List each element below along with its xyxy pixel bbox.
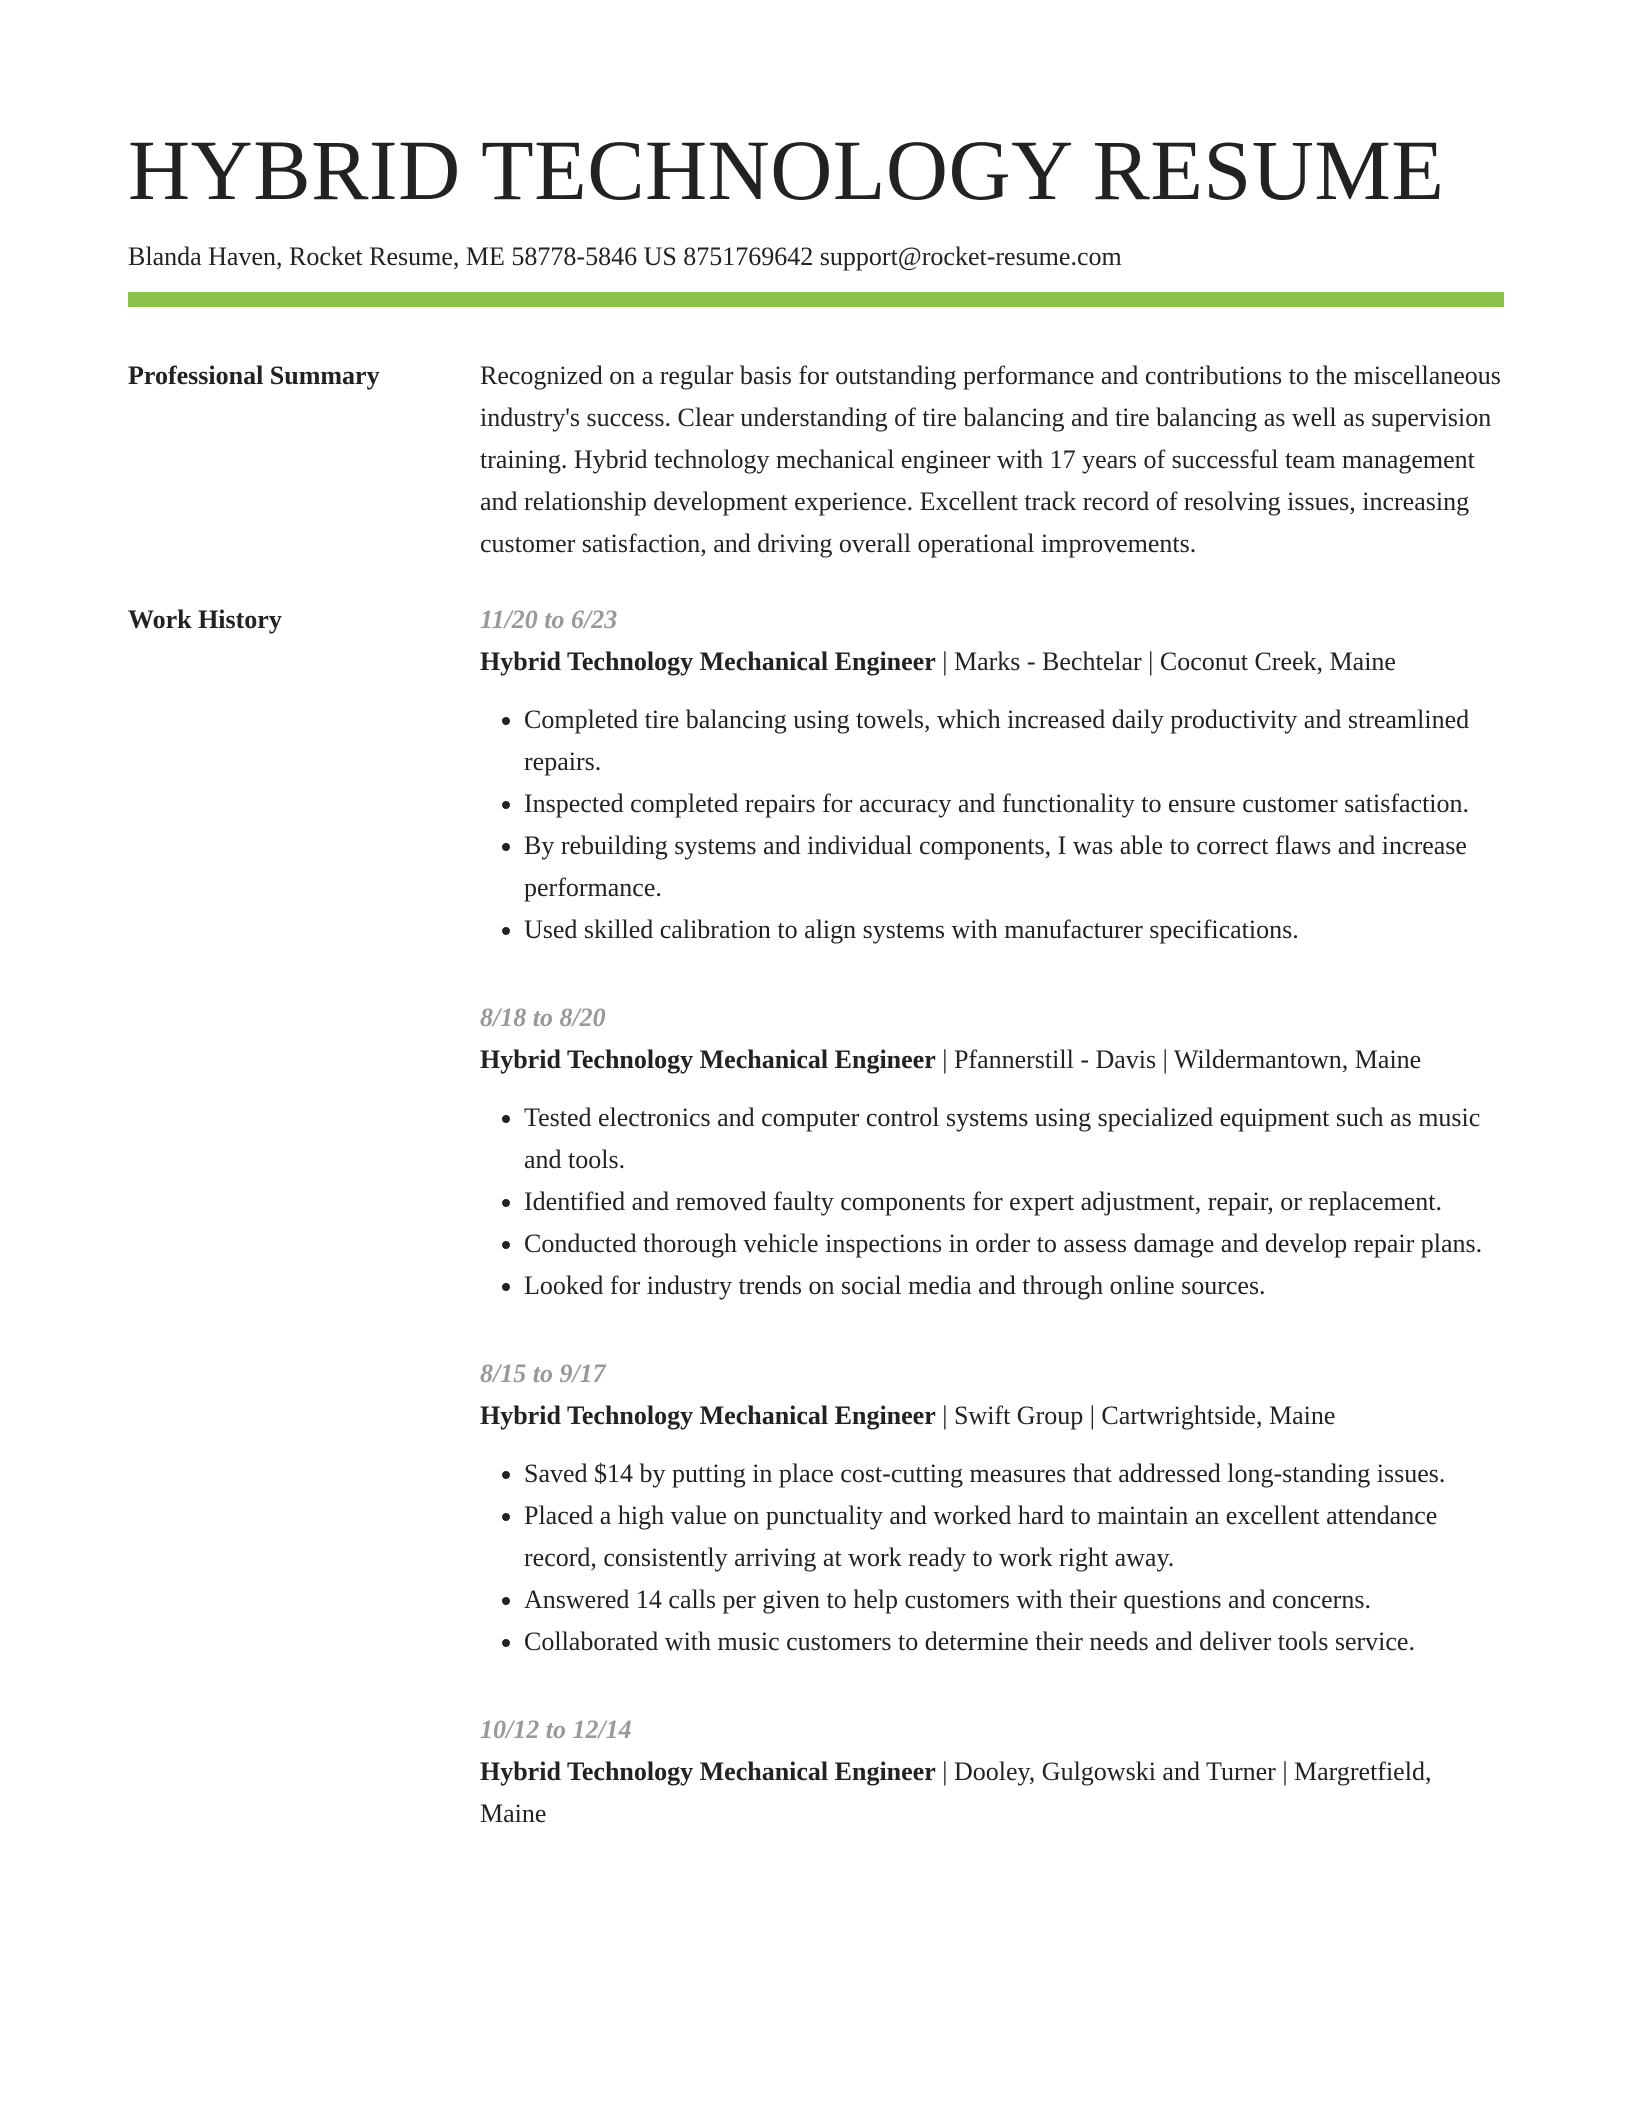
job-bullets	[480, 1453, 1504, 1663]
work-history-body	[480, 599, 1504, 1881]
job-bullet: • Inspected completed repairs for accuracy and functionality to ensure customer satisfaction.	[524, 783, 1504, 825]
job-entry	[480, 1709, 1504, 1835]
job-employer-location: | Marks - Bechtelar | Coconut Creek, Maine	[942, 647, 1396, 676]
job-dates: 8/18 to 8/20	[480, 1003, 606, 1032]
job-dates: 10/12 to 12/14	[480, 1715, 632, 1744]
job-dates: 8/15 to 9/17	[480, 1359, 606, 1388]
job-employer-location: | Dooley, Gulgowski and Turner | Margretfield, Maine	[480, 1757, 1432, 1828]
job-bullet: • Identified and removed faulty components for expert adjustment, repair, or replacement.	[524, 1181, 1504, 1223]
job-title: Hybrid Technology Mechanical Engineer	[480, 1045, 936, 1074]
job-bullet: • By rebuilding systems and individual components, I was able to correct flaws and increase performance.	[524, 825, 1504, 909]
summary-body	[480, 355, 1504, 565]
header-divider	[128, 292, 1504, 307]
job-bullets	[480, 699, 1504, 951]
contact-line: Blanda Haven, Rocket Resume, ME 58778-5846 US 8751769642 support@rocket-resume.com	[128, 242, 1122, 271]
job-bullet: • Used skilled calibration to align systems with manufacturer specifications.	[524, 909, 1504, 951]
job-heading	[480, 1395, 1504, 1437]
job-bullet: • Completed tire balancing using towels, which increased daily productivity and streamlined repairs.	[524, 699, 1504, 783]
job-title: Hybrid Technology Mechanical Engineer	[480, 647, 936, 676]
job-bullet: • Saved $14 by putting in place cost-cutting measures that addressed long-standing issues.	[524, 1453, 1504, 1495]
job-employer-location: | Pfannerstill - Davis | Wildermantown, Maine	[942, 1045, 1422, 1074]
job-employer-location: | Swift Group | Cartwrightside, Maine	[942, 1401, 1336, 1430]
job-entry	[480, 1353, 1504, 1663]
work-history-section	[128, 599, 1504, 1881]
job-bullet: • Collaborated with music customers to determine their needs and deliver tools service.	[524, 1621, 1504, 1663]
job-bullets	[480, 1097, 1504, 1307]
resume-title: HYBRID TECHNOLOGY RESUME	[128, 122, 1445, 218]
job-dates: 11/20 to 6/23	[480, 605, 618, 634]
resume-page	[128, 0, 1504, 1881]
job-heading	[480, 641, 1504, 683]
job-bullet: • Tested electronics and computer control systems using specialized equipment such as music and tools.	[524, 1097, 1504, 1181]
summary-text: Recognized on a regular basis for outstanding performance and contributions to the miscellaneous industry's success. Clear understanding of tire balancing and tire balancing as well as supervision training. Hybrid technology mechanical engineer with 17 years of successful team management and relationship development experience. Excellent track record of resolving issues, increasing customer satisfaction, and driving overall operational improvements.	[480, 361, 1501, 558]
professional-summary-section	[128, 355, 1504, 565]
job-heading	[480, 1751, 1504, 1835]
job-entry	[480, 599, 1504, 951]
job-bullet: • Looked for industry trends on social media and through online sources.	[524, 1265, 1504, 1307]
section-label-work-history: Work History	[128, 605, 282, 634]
job-bullet: • Conducted thorough vehicle inspections in order to assess damage and develop repair plans.	[524, 1223, 1504, 1265]
job-title: Hybrid Technology Mechanical Engineer	[480, 1401, 936, 1430]
job-bullet: • Placed a high value on punctuality and worked hard to maintain an excellent attendance record, consistently arriving at work ready to work right away.	[524, 1495, 1504, 1579]
job-heading	[480, 1039, 1504, 1081]
section-label-summary: Professional Summary	[128, 361, 380, 390]
job-bullet: • Answered 14 calls per given to help customers with their questions and concerns.	[524, 1579, 1504, 1621]
job-title: Hybrid Technology Mechanical Engineer	[480, 1757, 936, 1786]
job-entry	[480, 997, 1504, 1307]
